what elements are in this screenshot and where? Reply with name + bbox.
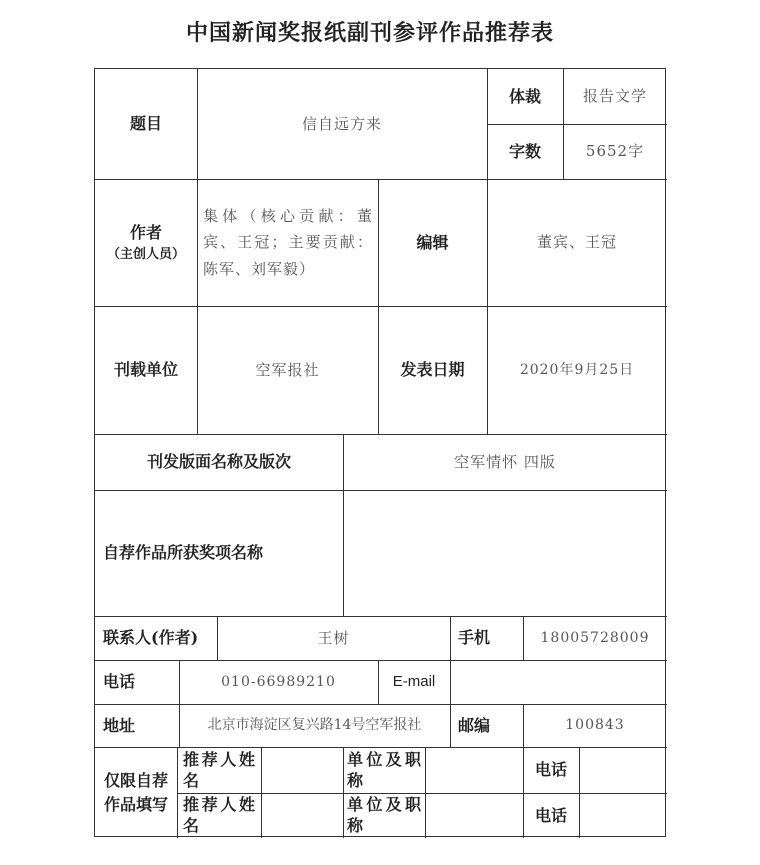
recommender-2-unit-label: 单位及职称 [347, 795, 421, 835]
mobile-value[interactable]: 18005728009 [540, 629, 650, 646]
topic-value[interactable]: 信自远方来 [301, 114, 382, 133]
recommender-1-name-label: 推荐人姓名 [183, 750, 255, 790]
author-label-cell [95, 179, 197, 306]
recommender-2-name-value[interactable] [261, 793, 343, 838]
recommender-1-unit-label: 单位及职称 [347, 750, 421, 790]
recommender-2-name-label: 推荐人姓名 [183, 795, 255, 835]
publisher-label: 刊载单位 [113, 360, 178, 379]
self-only-label-line2: 作品填写 [103, 794, 168, 814]
page-name-label: 刊发版面名称及版次 [146, 452, 291, 471]
postcode-value[interactable]: 100843 [565, 717, 625, 733]
topic-label: 题目 [129, 114, 162, 133]
recommender-1-name-value[interactable] [261, 747, 343, 793]
email-label: E-mail [392, 672, 436, 690]
editor-value[interactable]: 董宾、王冠 [536, 233, 617, 252]
word-count-value[interactable]: 5652字 [585, 142, 645, 161]
address-label: 地址 [103, 715, 136, 735]
author-value[interactable]: 集体（核心贡献：董宾、王冠；主要贡献：陈军、刘军毅） [203, 207, 373, 278]
genre-label: 体裁 [508, 86, 541, 106]
author-label: 作者 [129, 222, 162, 242]
email-value[interactable] [450, 660, 667, 704]
self-only-label-line1: 仅限自荐 [103, 770, 168, 790]
contact-label: 联系人(作者) [103, 628, 199, 647]
self-only-label-cell [95, 747, 177, 838]
recommendation-form [94, 68, 666, 837]
phone-value[interactable]: 010-66989210 [221, 673, 336, 690]
recommender-2-phone-value[interactable] [579, 793, 667, 838]
page-name-value[interactable]: 空军情怀 四版 [454, 452, 556, 471]
postcode-label: 邮编 [458, 715, 491, 735]
divider [343, 747, 344, 838]
address-value[interactable]: 北京市海淀区复兴路14号空军报社 [207, 717, 422, 733]
recommender-2-unit-value[interactable] [425, 793, 523, 838]
editor-label: 编辑 [416, 232, 449, 252]
genre-value[interactable]: 报告文学 [582, 87, 647, 106]
author-note-label: （主创人员） [106, 246, 185, 262]
word-count-label: 字数 [508, 141, 541, 161]
form-title: 中国新闻奖报纸副刊参评作品推荐表 [185, 20, 554, 46]
awards-label: 自荐作品所获奖项名称 [103, 543, 264, 562]
divider [177, 747, 178, 838]
mobile-label: 手机 [458, 628, 491, 647]
recommender-1-unit-value[interactable] [425, 747, 523, 793]
publisher-value[interactable]: 空军报社 [255, 360, 320, 379]
contact-value[interactable]: 王树 [317, 628, 350, 647]
pub-date-label: 发表日期 [400, 360, 465, 379]
pub-date-value[interactable]: 2020年9月25日 [519, 361, 635, 378]
recommender-1-phone-value[interactable] [579, 747, 667, 793]
phone-label: 电话 [103, 672, 136, 691]
recommender-2-phone-label: 电话 [534, 805, 567, 825]
awards-value[interactable] [343, 490, 667, 616]
recommender-1-phone-label: 电话 [534, 760, 567, 779]
